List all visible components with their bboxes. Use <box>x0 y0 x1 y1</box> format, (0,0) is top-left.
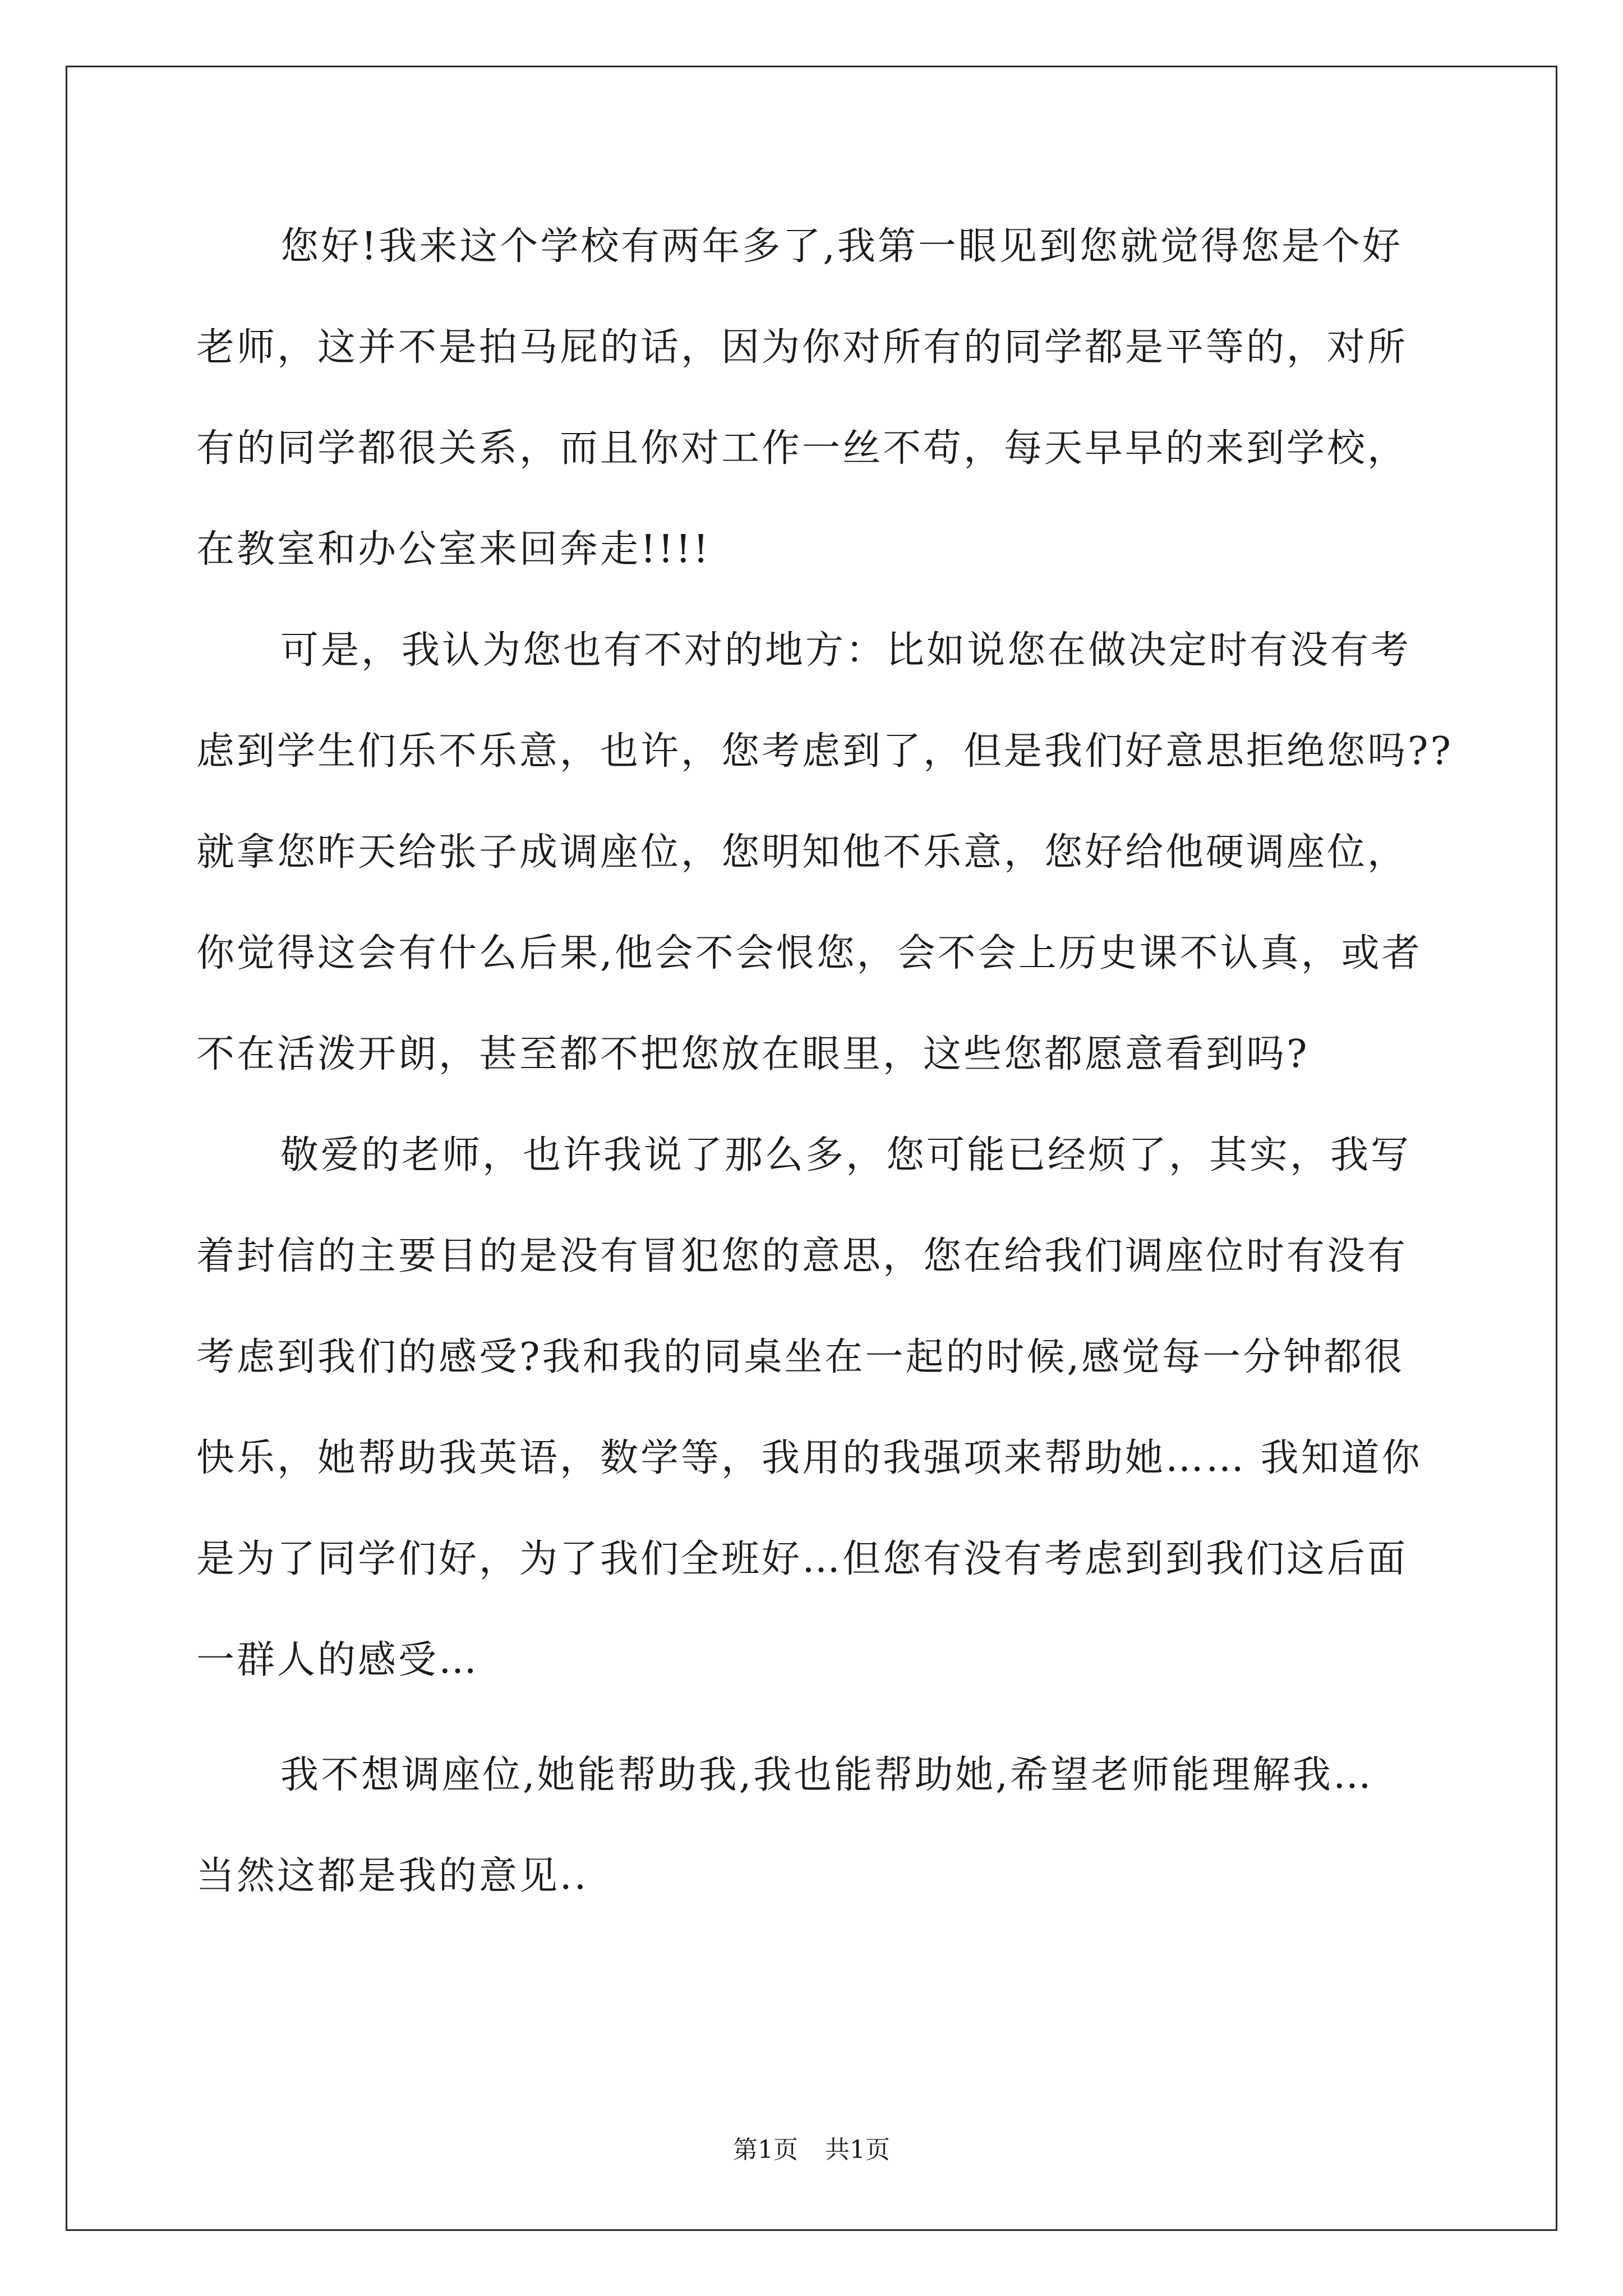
text-line: 虑到学生们乐不乐意，也许，您考虑到了，但是我们好意思拒绝您吗?? <box>196 729 1453 774</box>
text-line: 就拿您昨天给张子成调座位，您明知他不乐意，您好给他硬调座位， <box>196 830 1408 875</box>
page-number: 第1页 <box>733 2136 798 2164</box>
text-line: 老师，这并不是拍马屁的话，因为你对所有的同学都是平等的，对所 <box>196 325 1408 370</box>
page-total: 共1页 <box>825 2136 890 2164</box>
text-line: 你觉得这会有什么后果,他会不会恨您，会不会上历史课不认真，或者 <box>196 931 1422 976</box>
text-line: 您好!我来这个学校有两年多了,我第一眼见到您就觉得您是个好 <box>280 224 1403 269</box>
text-line: 可是，我认为您也有不对的地方：比如说您在做决定时有没有考 <box>280 628 1412 673</box>
text-line: 考虑到我们的感受?我和我的同桌坐在一起的时候,感觉每一分钟都很 <box>196 1335 1405 1379</box>
text-line: 我不想调座位,她能帮助我,我也能帮助她,希望老师能理解我… <box>280 1753 1373 1797</box>
text-line: 一群人的感受… <box>196 1638 479 1682</box>
page-footer <box>0 2134 1623 2166</box>
text-line: 是为了同学们好，为了我们全班好…但您有没有考虑到到我们这后面 <box>196 1537 1408 1581</box>
text-line: 敬爱的老师，也许我说了那么多，您可能已经烦了，其实，我写 <box>280 1133 1412 1177</box>
text-line: 不在活泼开朗，甚至都不把您放在眼里，这些您都愿意看到吗? <box>196 1032 1310 1076</box>
text-line: 着封信的主要目的是没有冒犯您的意思，您在给我们调座位时有没有 <box>196 1234 1408 1278</box>
text-line: 快乐，她帮助我英语，数学等，我用的我强项来帮助她…… 我知道你 <box>196 1436 1422 1480</box>
text-line: 有的同学都很关系，而且你对工作一丝不苟，每天早早的来到学校， <box>196 426 1408 471</box>
text-line: 当然这都是我的意见.. <box>196 1854 589 1898</box>
text-line: 在教室和办公室来回奔走!!!! <box>196 527 711 572</box>
